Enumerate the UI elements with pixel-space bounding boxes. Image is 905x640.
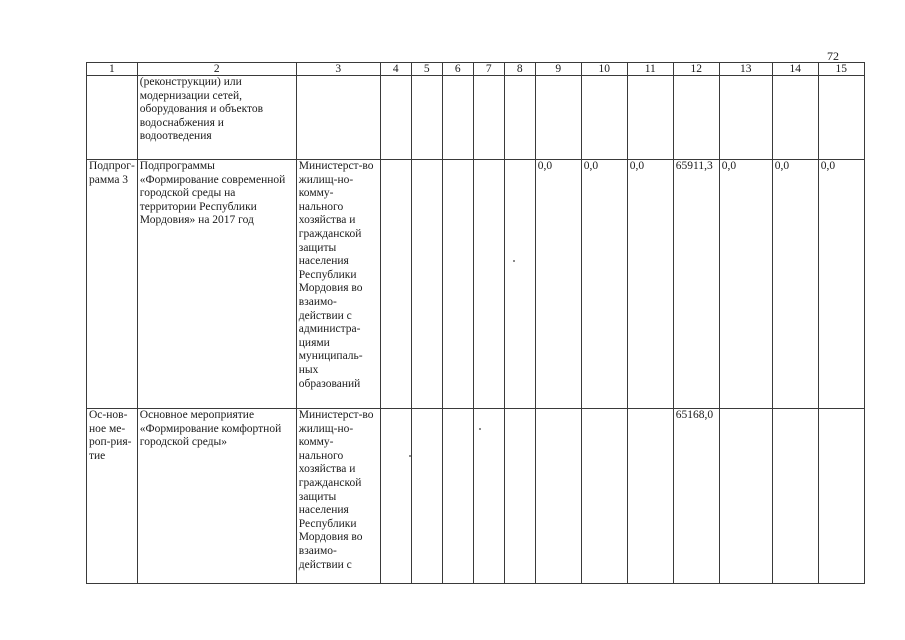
row-type-cell: Ос-нов-ное ме-роп-рия-тие — [87, 409, 138, 584]
responsible-cell: Министерст-во жилищ-но-комму-нального хозяйства и гражданской защиты населения Республики Мордовия во взаимо-действии с администра-циями муниципаль-ных образований — [296, 160, 380, 409]
empty-cell — [473, 76, 504, 160]
empty-cell — [504, 409, 535, 584]
program-table — [86, 62, 865, 584]
empty-cell — [442, 160, 473, 409]
column-header: 2 — [137, 63, 296, 76]
column-header: 3 — [296, 63, 380, 76]
value-cell: 0,0 — [535, 160, 581, 409]
empty-cell — [411, 409, 442, 584]
value-cell: 65168,0 — [673, 409, 719, 584]
table-header-row — [87, 63, 865, 76]
empty-cell — [411, 76, 442, 160]
empty-cell — [380, 409, 411, 584]
column-header: 12 — [673, 63, 719, 76]
row-title-cell: Подпрограммы «Формирование современной городской среды на территории Республики Мордовия» на 2017 год — [137, 160, 296, 409]
column-header: 7 — [473, 63, 504, 76]
value-cell: 0,0 — [818, 160, 864, 409]
row-title-cell: Основное мероприятие «Формирование комфортной городской среды» — [137, 409, 296, 584]
column-header: 5 — [411, 63, 442, 76]
scan-speck — [479, 428, 481, 430]
column-header: 14 — [772, 63, 818, 76]
table-row — [87, 409, 865, 584]
column-header: 15 — [818, 63, 864, 76]
responsible-cell — [296, 76, 380, 160]
column-header: 8 — [504, 63, 535, 76]
scan-speck — [513, 260, 515, 262]
scan-speck — [409, 455, 411, 457]
row-type-cell: Подпрог-рамма 3 — [87, 160, 138, 409]
empty-cell — [380, 160, 411, 409]
column-header: 1 — [87, 63, 138, 76]
column-header: 11 — [627, 63, 673, 76]
column-header: 13 — [719, 63, 772, 76]
value-cell — [535, 76, 581, 160]
column-header: 9 — [535, 63, 581, 76]
value-cell — [535, 409, 581, 584]
value-cell: 0,0 — [719, 160, 772, 409]
empty-cell — [504, 76, 535, 160]
empty-cell — [442, 76, 473, 160]
responsible-cell: Министерст-во жилищ-но-комму-нального хозяйства и гражданской защиты населения Республики Мордовия во взаимо-действии с — [296, 409, 380, 584]
value-cell — [627, 409, 673, 584]
empty-cell — [411, 160, 442, 409]
value-cell — [772, 76, 818, 160]
value-cell — [673, 76, 719, 160]
empty-cell — [504, 160, 535, 409]
row-title-cell: (реконструкции) или модернизации сетей, оборудования и объектов водоснабжения и водоотведения — [137, 76, 296, 160]
value-cell — [627, 76, 673, 160]
value-cell — [719, 76, 772, 160]
value-cell — [772, 409, 818, 584]
table-row — [87, 160, 865, 409]
column-header: 10 — [581, 63, 627, 76]
value-cell — [818, 76, 864, 160]
empty-cell — [473, 409, 504, 584]
value-cell: 0,0 — [627, 160, 673, 409]
value-cell: 65911,3 — [673, 160, 719, 409]
empty-cell — [380, 76, 411, 160]
value-cell — [581, 76, 627, 160]
column-header: 4 — [380, 63, 411, 76]
table-row — [87, 76, 865, 160]
empty-cell — [442, 409, 473, 584]
value-cell — [719, 409, 772, 584]
value-cell: 0,0 — [581, 160, 627, 409]
empty-cell — [473, 160, 504, 409]
value-cell — [581, 409, 627, 584]
column-header: 6 — [442, 63, 473, 76]
value-cell — [818, 409, 864, 584]
value-cell: 0,0 — [772, 160, 818, 409]
page-number: 72 — [827, 49, 839, 63]
row-type-cell — [87, 76, 138, 160]
